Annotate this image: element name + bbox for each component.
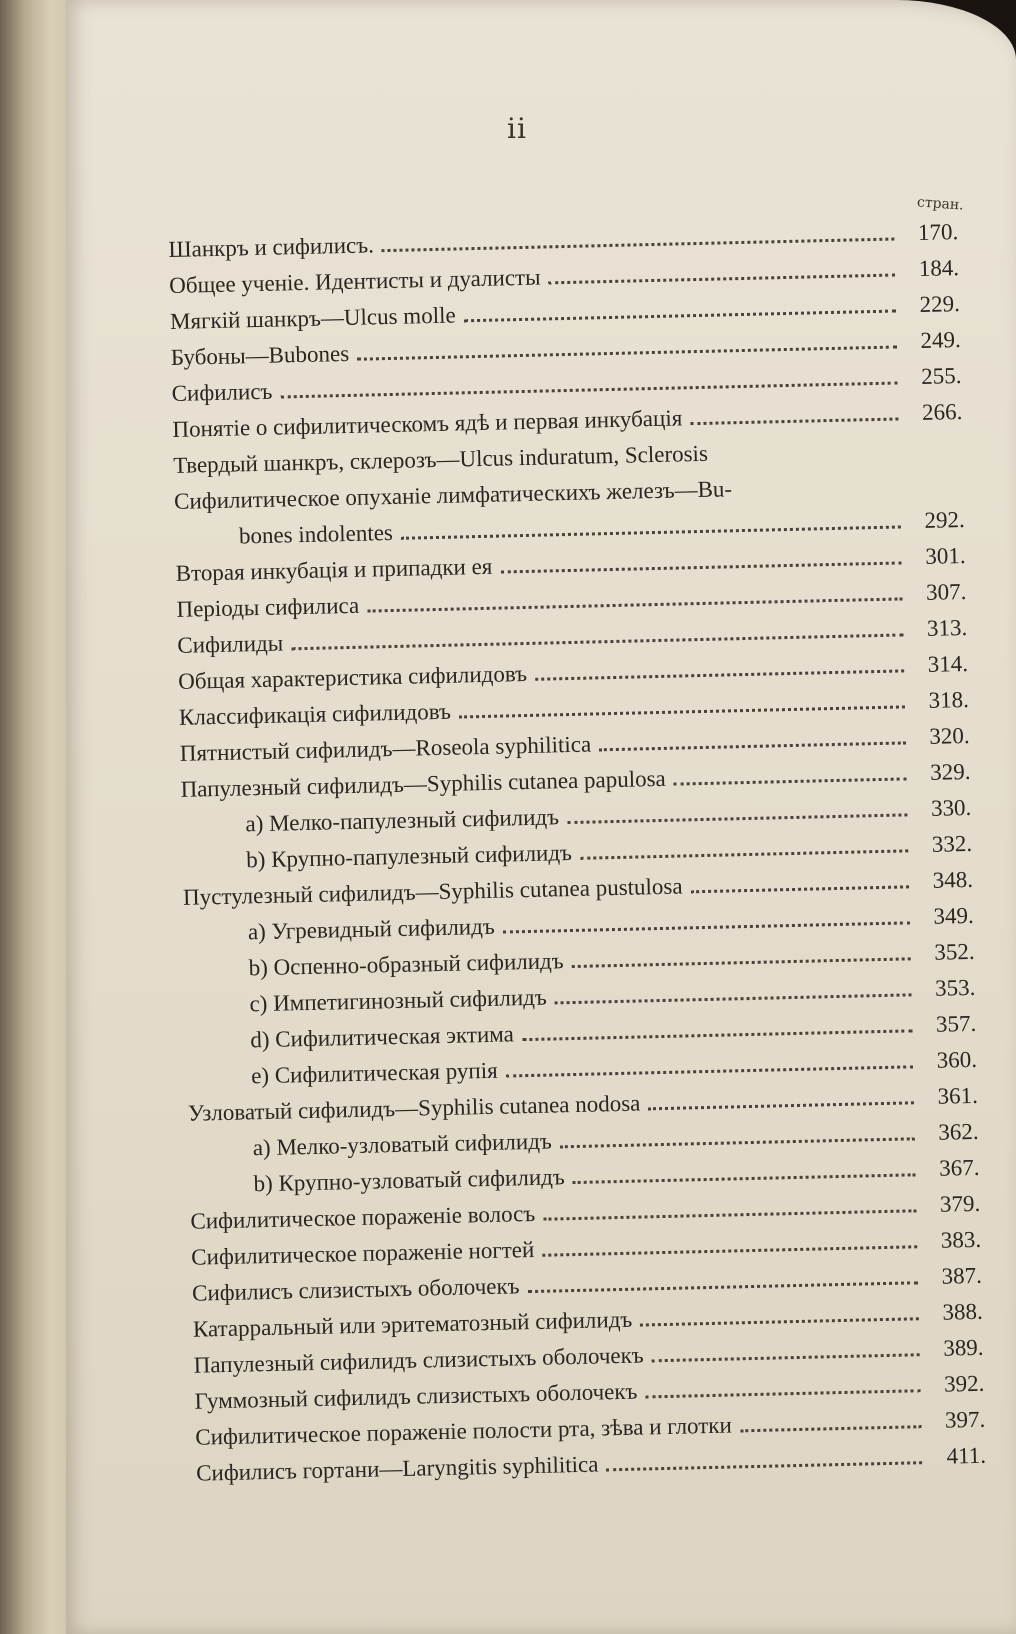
page-column-label: стран. (916, 194, 965, 214)
toc-entry-title: c) Импетигинозный сифилидъ (249, 984, 547, 1017)
toc-entry-page: 348. (932, 866, 974, 893)
dot-leader (500, 561, 901, 573)
toc-entry-title: Сифилисъ (171, 378, 273, 406)
dot-leader (555, 993, 912, 1004)
dot-leader (690, 417, 898, 425)
toc-entry-title: Пустулезный сифилидъ—Syphilis cutanea pustulosa (182, 873, 683, 910)
toc-entry-title: e) Сифилитическая рупія (250, 1057, 498, 1089)
toc-entry-title: Папулезный сифилидъ слизистыхъ оболочекъ (193, 1342, 644, 1378)
toc-entry-title: Гуммозный сифилидъ слизистыхъ оболочекъ (194, 1378, 638, 1414)
dot-leader (691, 885, 909, 893)
toc-entry-page: 360. (936, 1046, 978, 1073)
toc-entry-page: 266. (921, 399, 963, 425)
toc-entry-page: 249. (920, 327, 961, 353)
dot-leader (522, 1029, 912, 1041)
toc-entry-title: Сифилиды (177, 630, 284, 658)
toc-entry-title: Сифилисъ слизистыхъ оболочекъ (191, 1273, 520, 1306)
toc-entry-page: 330. (930, 794, 972, 821)
toc-entry-title: b) Крупно-папулезный сифилидъ (245, 839, 573, 873)
toc-entry-page: 367. (938, 1154, 980, 1181)
dot-leader (567, 813, 907, 824)
toc-entry-title: b) Крупно-узловатый сифилидъ (253, 1164, 565, 1197)
toc-entry-title: Шанкръ и сифилисъ. (168, 232, 375, 262)
toc-entry-title: Мягкій шанкръ—Ulcus molle (169, 302, 456, 334)
toc-entry-title: Понятіе о сифилитическомъ ядѣ и первая инкубація (172, 405, 683, 442)
toc-entry-title: Сифилисъ гортани—Laryngitis syphilitica (195, 1451, 599, 1486)
toc-entry-page: 332. (931, 830, 973, 857)
dot-leader (506, 1065, 913, 1077)
toc-entry-page: 320. (929, 722, 970, 749)
toc-entry-title: Пятнистый сифилидъ—Roseola syphilitica (179, 731, 592, 766)
dot-leader (401, 525, 901, 539)
toc-entry-page: 352. (934, 938, 975, 965)
toc-entry-title: Періоды сифилиса (176, 592, 360, 622)
dot-leader (357, 345, 897, 360)
dot-leader (535, 669, 904, 680)
toc-entry-page: 229. (919, 291, 961, 317)
dot-leader (740, 492, 900, 496)
dot-leader (459, 705, 905, 718)
toc-entry-page: 301. (925, 542, 966, 569)
dot-leader (382, 238, 894, 253)
dot-leader (464, 310, 896, 323)
dot-leader (740, 1425, 922, 1432)
toc-entry-title: Вторая инкубація и припадки ея (175, 553, 493, 586)
toc-entry-title: Сифилитическое опуханіе лимфатическихъ железъ—Bu- (173, 476, 733, 514)
toc-entry-page: 255. (920, 363, 962, 389)
toc-entry-title: Твердый шанкръ, склерозъ—Ulcus induratum, Sclerosis (173, 440, 709, 478)
dot-leader (580, 849, 908, 859)
toc-entry-page: 392. (943, 1370, 985, 1397)
toc-entry-page: 362. (938, 1118, 979, 1145)
dot-leader (280, 381, 897, 398)
dot-leader (573, 1173, 916, 1184)
toc-entry-title: Папулезный сифилидъ—Syphilis cutanea papulosa (180, 765, 667, 802)
toc-entry-page: 387. (941, 1262, 983, 1289)
toc-entry-title: a) Мелко-узловатый сифилидъ (252, 1128, 553, 1161)
toc-entry-title: bones indolentes (238, 519, 394, 549)
dot-leader (549, 274, 896, 285)
toc-entry-page: 313. (926, 614, 968, 641)
toc-entry-title: d) Сифилитическая эктима (250, 1021, 515, 1053)
dot-leader (528, 1281, 918, 1293)
dot-leader (291, 633, 903, 650)
toc-entry-page: 361. (937, 1082, 979, 1109)
toc-entry-page: 388. (942, 1298, 983, 1325)
dot-leader (606, 1461, 922, 1471)
dot-leader (674, 777, 907, 785)
toc-entry-page: 292. (924, 507, 966, 533)
toc-entry-page: 318. (928, 686, 970, 713)
table-of-contents (168, 214, 986, 1492)
toc-entry-page: 411. (946, 1442, 987, 1469)
dot-leader (572, 957, 911, 968)
toc-entry-title: Узловатый сифилидъ—Syphilis cutanea nodosa (187, 1090, 641, 1126)
left-page-edge (0, 0, 72, 1634)
dot-leader (503, 921, 910, 933)
toc-entry-page: 379. (939, 1190, 981, 1217)
dot-leader (542, 1245, 917, 1257)
toc-entry-page: 383. (940, 1226, 982, 1253)
dot-leader (648, 1101, 914, 1110)
toc-entry-page: 184. (918, 255, 960, 281)
dot-leader (367, 597, 902, 612)
toc-entry-title: Катарральный или эритематозный сифилидъ (192, 1306, 633, 1342)
toc-entry-page: 397. (944, 1406, 986, 1433)
toc-entry-page (905, 455, 963, 456)
page-number: ii (507, 112, 527, 145)
toc-entry-title: b) Оспенно-образный сифилидъ (248, 948, 564, 981)
toc-entry-title: Бубоны—Bubones (170, 340, 350, 370)
dot-leader (716, 456, 899, 460)
toc-entry-page: 349. (933, 902, 974, 929)
toc-entry-title: a) Угревидный сифилидъ (247, 913, 495, 945)
dot-leader (640, 1317, 919, 1326)
toc-entry-page: 353. (934, 974, 976, 1001)
toc-entry-page: 329. (929, 758, 971, 785)
toc-entry-title: Сифилитическое пораженіе ногтей (190, 1236, 535, 1270)
dot-leader (543, 1209, 916, 1220)
toc-entry-title: a) Мелко-папулезный сифилидъ (245, 804, 560, 837)
toc-entry-page: 314. (927, 650, 969, 677)
toc-entry-page: 307. (925, 578, 967, 605)
toc-entry-page: 389. (942, 1334, 984, 1361)
toc-entry-title: Классификація сифилидовъ (178, 698, 452, 730)
toc-entry-title: Общая характеристика сифилидовъ (177, 660, 528, 694)
toc-entry-page (906, 491, 964, 492)
toc-entry-title: Сифилитическое пораженіе волосъ (190, 1200, 536, 1234)
toc-entry-page: 357. (935, 1010, 977, 1037)
dot-leader (646, 1389, 921, 1398)
toc-entry-title: Общее ученіе. Идентисты и дуалисты (168, 264, 541, 298)
dot-leader (652, 1353, 920, 1362)
dot-leader (560, 1137, 915, 1148)
toc-entry-title: Сифилитическое пораженіе полости рта, зѣва и глотки (195, 1412, 733, 1450)
toc-entry-page: 170. (917, 219, 959, 245)
dot-leader (599, 741, 906, 751)
